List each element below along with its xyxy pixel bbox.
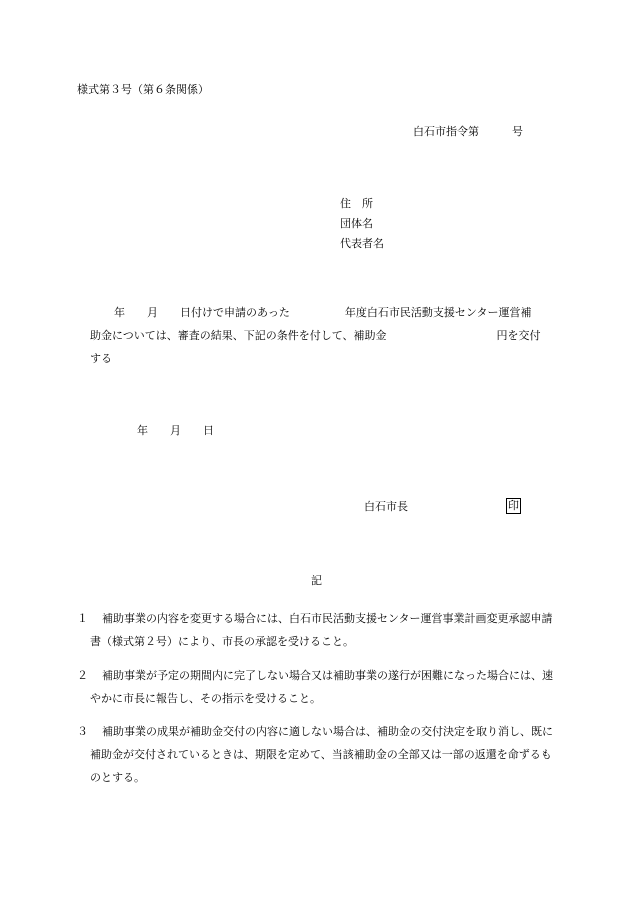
seal-box: 印 [508,499,519,512]
issuer-name: 白石市長 [364,500,408,513]
body-line-2: 助金については、審査の結果、下記の条件を付して、補助金 円を交付 [90,329,541,342]
heading-ki: 記 [311,574,322,587]
condition-number: １ [77,612,88,625]
representative-label: 代表者名 [340,237,384,250]
address-label: 住 所 [340,197,373,210]
body-line-1: 年 月 日付けで申請のあった 年度白石市民活動支援センター運営補 [114,306,532,319]
seal-mark [506,498,521,514]
condition-number: ３ [77,725,88,738]
condition-text: 補助事業の内容を変更する場合には、白石市民活動支援センター運営事業計画変更承認申請書（様式第２号）により、市長の承認を受けること。 [90,612,553,648]
document-number: 白石市指令第 号 [413,125,523,138]
condition-text: 補助事業が予定の期間内に完了しない場合又は補助事業の遂行が困難になった場合には、速やかに市長に報告し、その指示を受けること。 [90,669,553,705]
condition-item-2 [77,664,557,710]
date-line: 年 月 日 [137,424,214,437]
body-line-3: する [90,352,112,365]
condition-item-1 [77,607,557,653]
condition-text: 補助事業の成果が補助金交付の内容に適しない場合は、補助金の交付決定を取り消し、既に補助金が交付されているときは、期限を定めて、当該補助金の全部又は一部の返還を命ずるものとする。 [90,725,553,784]
condition-number: ２ [77,669,88,682]
form-label: 様式第３号（第６条関係） [77,83,209,96]
condition-item-3 [77,720,557,789]
group-name-label: 団体名 [340,217,373,230]
